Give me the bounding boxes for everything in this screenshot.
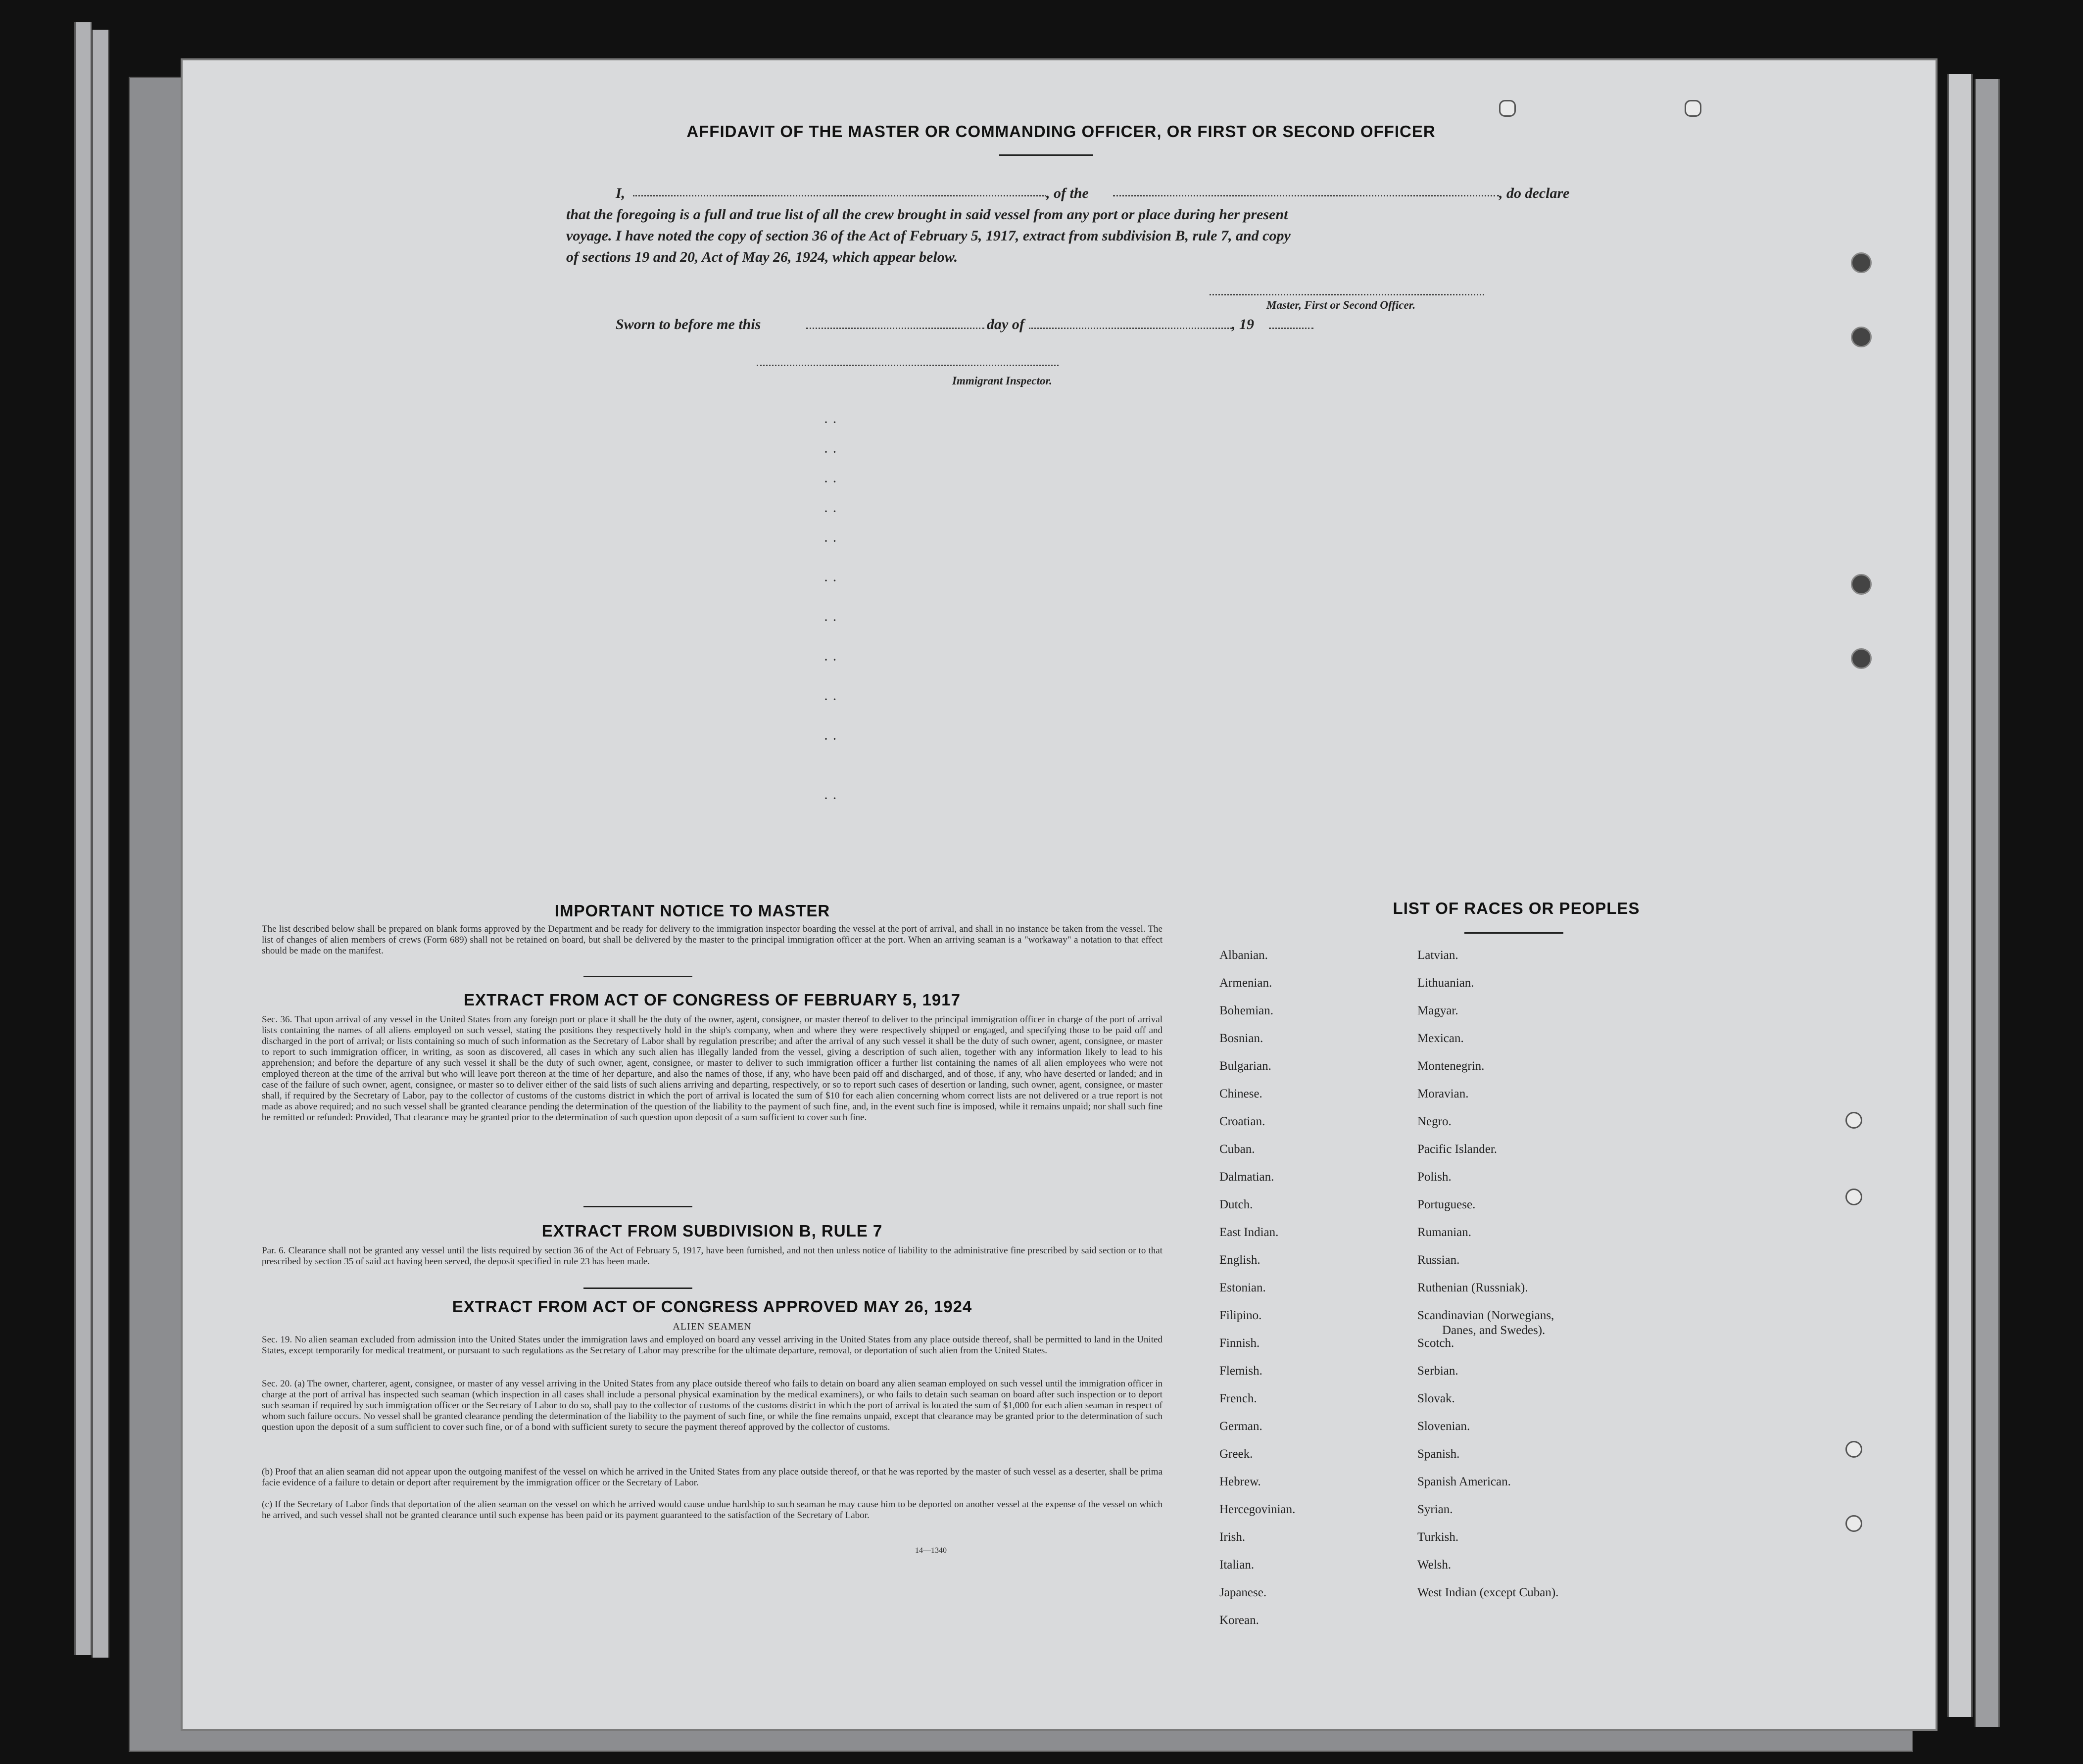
race-item: Moravian. (1417, 1087, 1469, 1100)
race-item: Albanian. (1219, 949, 1268, 962)
race-item: Chinese. (1219, 1087, 1262, 1100)
punch-hole (1499, 100, 1516, 117)
extract-1924-subtitle: ALIEN SEAMEN (673, 1321, 752, 1332)
race-item: Korean. (1219, 1614, 1259, 1627)
form-number: 14—1340 (915, 1546, 947, 1555)
affidavit-line4: of sections 19 and 20, Act of May 26, 1924, which appear below. (566, 249, 958, 265)
affidavit-page (181, 58, 1938, 1731)
bleed-dot: · · (824, 652, 837, 668)
extract-1924-sec20b: (b) Proof that an alien seaman did not appear upon the outgoing manifest of the vessel on which he arrived in the United States from any place outside thereof, or that he was reported by the master of such vessel as a deserter, shall be prima facie evidence of a failure to detain or deport after requirement by the immigration officer or the Secretary of Labor. (262, 1467, 1163, 1488)
race-item: Portuguese. (1417, 1198, 1476, 1211)
vessel-blank (1113, 195, 1499, 196)
race-item: Filipino. (1219, 1309, 1262, 1322)
punch-hole (1685, 100, 1701, 117)
title-underline (999, 154, 1093, 156)
race-item: Hercegovinian. (1219, 1503, 1296, 1516)
race-item: Polish. (1417, 1170, 1452, 1184)
race-item: West Indian (except Cuban). (1417, 1586, 1559, 1599)
race-item: French. (1219, 1392, 1257, 1405)
race-item: East Indian. (1219, 1226, 1279, 1239)
race-item: Slovak. (1417, 1392, 1455, 1405)
race-item: Pacific Islander. (1417, 1143, 1498, 1156)
page-edge-strip (1975, 79, 2000, 1727)
notice-body: The list described below shall be prepared on blank forms approved by the Department and be ready for delivery to the immigration inspector boarding the vessel at the port of arrival, and shall in no instance be taken from the vessel. The list of changes of alien members of crews (Form 689) shall not be retained on board, but shall be delivered by the master to the principal immigration officer at the port. When an arriving seaman is a "workaway" a notation to that effect should be made on the manifest. (262, 924, 1163, 956)
race-item: Syrian. (1417, 1503, 1453, 1516)
affidavit-line3: voyage. I have noted the copy of section 36 of the Act of February 5, 1917, extract from subdivision B, rule 7, and copy (566, 228, 1291, 244)
affidavit-line2: that the foregoing is a full and true list of all the crew brought in said vessel from any port or place during her present (566, 206, 1288, 223)
race-item: Turkish. (1417, 1530, 1459, 1544)
punch-hole (1851, 648, 1872, 669)
name-blank (633, 195, 1046, 196)
race-item: Dalmatian. (1219, 1170, 1274, 1184)
race-item: Welsh. (1417, 1558, 1452, 1572)
bleed-dot: · · (824, 444, 837, 460)
race-item: Croatian. (1219, 1115, 1265, 1128)
race-item: Finnish. (1219, 1336, 1260, 1350)
race-item: Montenegrin. (1417, 1059, 1485, 1073)
punch-hole (1845, 1112, 1862, 1129)
race-item: Danes, and Swedes). (1442, 1324, 1546, 1337)
race-item: English. (1219, 1253, 1260, 1267)
affidavit-line1-end: , do declare (1499, 185, 1570, 201)
race-item: Magyar. (1417, 1004, 1458, 1017)
race-item: Negro. (1417, 1115, 1452, 1128)
divider (583, 1206, 692, 1207)
race-item: Japanese. (1219, 1586, 1267, 1599)
punch-hole (1851, 327, 1872, 347)
race-item: Dutch. (1219, 1198, 1253, 1211)
bleed-dot: · · (824, 731, 837, 747)
sworn-day-blank (806, 328, 984, 329)
race-item: Bohemian. (1219, 1004, 1274, 1017)
inspector-signature-blank (757, 365, 1059, 366)
sworn-month-blank (1029, 328, 1232, 329)
race-item: Italian. (1219, 1558, 1255, 1572)
punch-hole (1845, 1441, 1862, 1458)
extract-1924-sec20a: Sec. 20. (a) The owner, charterer, agent, consignee, or master of any vessel arriving in the United States from any place outside thereof who fails to detain on board any alien seaman employed on such vessel until the immigration officer in charge at the port of arrival has inspected such seaman (which inspection in all cases shall include a personal physical examination by the medical examiners), or who fails to detain such seaman on board after such inspection or to deport such seaman if required by such immigration officer or the Secretary of Labor to do so, shall pay to the collector of customs of the customs district in which the port of arrival is located the sum of $1,000 for each alien seaman in respect of whom such failure occurs. No vessel shall be granted clearance pending the determination of the liability to the payment of such fine, or while the fine remains unpaid, except that clearance may be granted prior to the determination of such question upon the deposit of a sum sufficient to cover such fine, or of a bond with sufficient surety to secure the payment thereof approved by the collector of customs. (262, 1379, 1163, 1432)
punch-hole (1851, 574, 1872, 595)
races-title: LIST OF RACES OR PEOPLES (1393, 899, 1640, 917)
race-item: Flemish. (1219, 1364, 1262, 1378)
race-item: Bosnian. (1219, 1032, 1263, 1045)
affidavit-line1-mid: , of the (1046, 185, 1089, 201)
extract-1924-sec19: Sec. 19. No alien seaman excluded from admission into the United States under the immigration laws and employed on board any vessel arriving in the United States from any place outside thereof, shall be permitted to land in the United States, except temporarily for medical treatment, or pursuant to such regulations as the Secretary of Labor may prescribe for the ultimate departure, removal, or deportation of such alien from the United States. (262, 1335, 1163, 1356)
race-item: Irish. (1219, 1530, 1246, 1544)
race-item: Latvian. (1417, 949, 1458, 962)
master-signature-label: Master, First or Second Officer. (1266, 299, 1416, 311)
bleed-dot: · · (824, 474, 837, 490)
race-item: Rumanian. (1417, 1226, 1472, 1239)
race-item: Bulgarian. (1219, 1059, 1271, 1073)
race-item: Scandinavian (Norwegians, (1417, 1309, 1554, 1322)
sworn-year-blank (1269, 328, 1313, 329)
race-item: Scotch. (1417, 1336, 1454, 1350)
divider (583, 976, 692, 977)
punch-hole (1845, 1515, 1862, 1532)
extract-1917-title: EXTRACT FROM ACT OF CONGRESS OF FEBRUARY 5, 1917 (464, 991, 961, 1009)
book-edge-strip (92, 30, 109, 1658)
race-item: Spanish American. (1417, 1475, 1511, 1488)
notice-title: IMPORTANT NOTICE TO MASTER (554, 902, 830, 920)
race-item: Serbian. (1417, 1364, 1458, 1378)
race-item: Slovenian. (1417, 1420, 1470, 1433)
race-item: German. (1219, 1420, 1262, 1433)
divider (1464, 932, 1563, 934)
race-item: Greek. (1219, 1447, 1253, 1461)
bleed-dot: · · (824, 572, 837, 589)
affidavit-title: AFFIDAVIT OF THE MASTER OR COMMANDING OFFICER, OR FIRST OR SECOND OFFICER (686, 122, 1436, 141)
bleed-dot: · · (824, 533, 837, 549)
race-item: Russian. (1417, 1253, 1460, 1267)
punch-hole (1851, 252, 1872, 273)
race-item: Armenian. (1219, 976, 1272, 990)
bleed-dot: · · (824, 503, 837, 520)
affidavit-line1-start: I, (616, 185, 626, 201)
race-item: Hebrew. (1219, 1475, 1261, 1488)
bleed-dot: · · (824, 691, 837, 708)
sworn-end: , 19 (1232, 316, 1254, 333)
sworn-mid: day of (987, 316, 1024, 333)
race-item: Mexican. (1417, 1032, 1464, 1045)
book-edge-strip (74, 22, 92, 1655)
race-item: Ruthenian (Russniak). (1417, 1281, 1528, 1294)
bleed-dot: · · (824, 790, 837, 807)
master-signature-blank (1210, 294, 1484, 295)
inspector-label: Immigrant Inspector. (952, 375, 1052, 387)
punch-hole (1845, 1189, 1862, 1205)
extract-1924-title: EXTRACT FROM ACT OF CONGRESS APPROVED MAY 26, 1924 (452, 1297, 972, 1316)
bleed-dot: · · (824, 414, 837, 430)
race-item: Lithuanian. (1417, 976, 1474, 990)
divider (583, 1287, 692, 1289)
page-edge-strip (1947, 74, 1973, 1717)
race-item: Cuban. (1219, 1143, 1255, 1156)
rule-7-title: EXTRACT FROM SUBDIVISION B, RULE 7 (541, 1222, 883, 1240)
extract-1917-body: Sec. 36. That upon arrival of any vessel in the United States from any foreign port or place it shall be the duty of the owner, agent, consignee, or master thereof to deliver to the principal immigration officer in charge of the port of arrival lists containing the names of all aliens employed on such vessel, stating the positions they respectively hold in the ship's company, when and where they were respectively shipped or engaged, and specifying those to be paid off and discharged in the port of arrival; or lists containing so much of such information as the Secretary of Labor shall by regulation prescribe; and after the arrival of any such vessel it shall be the duty of such owner, agent, consignee, or master to report to such immigration officer, in writing, as soon as discovered, all cases in which any such alien has illegally landed from the vessel, giving a description of such alien, together with any information likely to lead to his apprehension; and before the departure of any such vessel it shall be the duty of such owner, agent, consignee, or master to deliver to such immigration officer a further list containing the names of all alien employees who were not employed thereon at the time of the arrival but who will leave port thereon at the time of her departure, and also the names of those, if any, who have been paid off and discharged, and of those, if any, who have deserted or landed; and in case of the failure of such owner, agent, consignee, or master so to deliver either of the said lists of such aliens arriving and departing, respectively, or so to report such cases of desertion or landing, such owner, agent, consignee, or master shall, if required by the Secretary of Labor, pay to the collector of customs of the customs district in which the port of arrival is located the sum of $10 for each alien concerning whom correct lists are not delivered or a true report is not made as above required; and no such vessel shall be granted clearance pending the determination of the question of the liability to the payment of such fine, and, in the event such fine is imposed, while it remains unpaid; nor shall such fine be remitted or refunded: Provided, That clearance may be granted prior to the determination of such question upon deposit of a sum sufficient to cover such fine. (262, 1014, 1163, 1123)
bleed-dot: · · (824, 612, 837, 628)
rule-7-body: Par. 6. Clearance shall not be granted any vessel until the lists required by section 36 of the Act of February 5, 1917, have been furnished, and not then unless notice of liability to the administrative fine prescribed by said section or to that prescribed by section 35 of said act having been served, the deposit specified in rule 23 has been made. (262, 1245, 1163, 1267)
extract-1924-sec20c: (c) If the Secretary of Labor finds that deportation of the alien seaman on the vessel on which he arrived would cause undue hardship to such seaman he may cause him to be deported on another vessel at the expense of the vessel on which he arrived, and such vessel shall not be granted clearance until such expense has been paid or its payment guaranteed to the satisfaction of the Secretary of Labor. (262, 1499, 1163, 1521)
race-item: Spanish. (1417, 1447, 1460, 1461)
sworn-start: Sworn to before me this (616, 316, 761, 333)
race-item: Estonian. (1219, 1281, 1266, 1294)
